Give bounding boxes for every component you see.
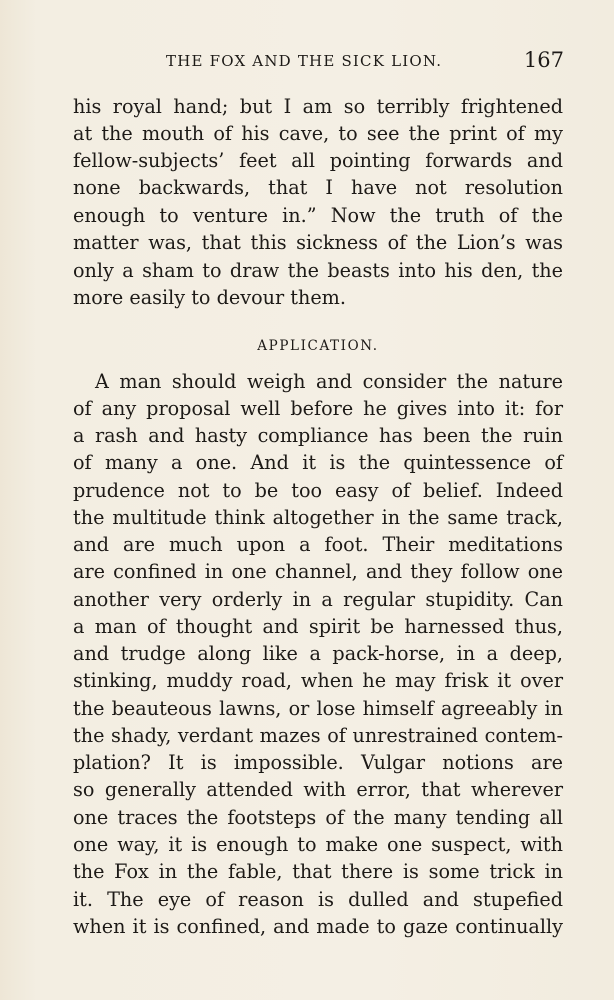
page-number: 167 xyxy=(523,48,564,72)
text-line: the multitude think altogether in the same track, xyxy=(73,506,563,529)
text-line: another very orderly in a regular stupidity. Can xyxy=(73,588,563,611)
text-line: a man of thought and spirit be harnessed thus, xyxy=(73,615,563,638)
running-title: THE FOX AND THE SICK LION. xyxy=(166,52,443,70)
text-line: A man should weigh and consider the nature xyxy=(95,370,563,393)
text-line: the Fox in the fable, that there is some trick in xyxy=(73,860,563,883)
text-line: a rash and hasty compliance has been the ruin xyxy=(73,424,563,447)
text-line: of any proposal well before he gives into it: for xyxy=(73,397,563,420)
text-line: one way, it is enough to make one suspect, with xyxy=(73,833,563,856)
page-header xyxy=(72,50,564,74)
text-line: stinking, muddy road, when he may frisk it over xyxy=(73,669,563,692)
text-line: at the mouth of his cave, to see the print of my xyxy=(73,122,563,145)
text-line: only a sham to draw the beasts into his den, the xyxy=(73,259,563,282)
text-line: and trudge along like a pack-horse, in a deep, xyxy=(73,642,563,665)
text-line: prudence not to be too easy of belief. Indeed xyxy=(73,479,563,502)
text-line: are confined in one channel, and they follow one xyxy=(73,560,563,583)
text-line: one traces the footsteps of the many tending all xyxy=(73,806,563,829)
text-line: matter was, that this sickness of the Lion’s was xyxy=(73,231,563,254)
text-line: and are much upon a foot. Their meditations xyxy=(73,533,563,556)
text-line: enough to venture in.” Now the truth of the xyxy=(73,204,563,227)
text-line: fellow-subjects’ feet all pointing forwards and xyxy=(73,149,563,172)
text-line: it. The eye of reason is dulled and stupefied xyxy=(73,888,563,911)
section-heading-application: APPLICATION. xyxy=(257,338,379,354)
text-line: his royal hand; but I am so terribly frightened xyxy=(73,95,563,118)
text-line: when it is confined, and made to gaze continually xyxy=(73,915,563,938)
text-line: more easily to devour them. xyxy=(73,286,346,309)
text-line: of many a one. And it is the quintessence of xyxy=(73,451,563,474)
text-line: so generally attended with error, that wherever xyxy=(73,778,563,801)
text-line: plation? It is impossible. Vulgar notions are xyxy=(73,751,563,774)
text-line: the beauteous lawns, or lose himself agreeably in xyxy=(73,697,563,720)
text-line: none backwards, that I have not resolution xyxy=(73,176,563,199)
text-line: the shady, verdant mazes of unrestrained contem- xyxy=(73,724,563,747)
